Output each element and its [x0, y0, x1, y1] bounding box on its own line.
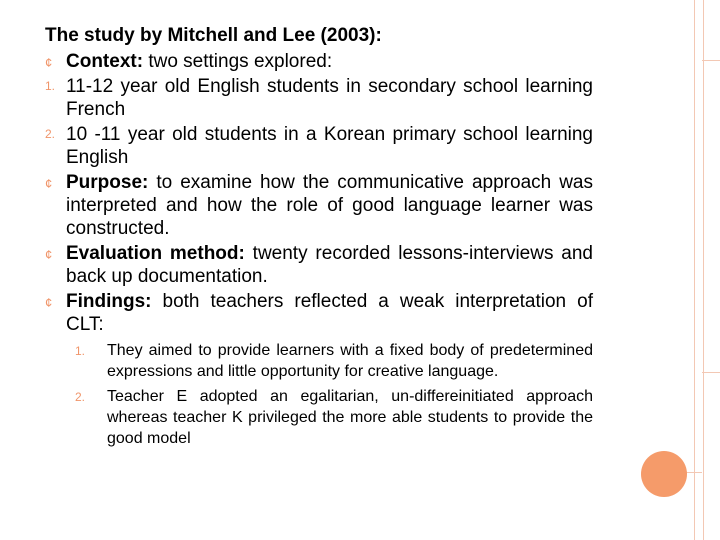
decorative-edge-border	[694, 0, 704, 540]
slide-title: The study by Mitchell and Lee (2003):	[45, 25, 382, 46]
findings-subitem-1	[45, 340, 593, 382]
subitem-text: Teacher E adopted an egalitarian, un-differeinitiated approach whereas teacher K privileged the more able students to provide the good model	[107, 388, 593, 447]
number-marker: 1.	[75, 344, 86, 358]
subitem-text: They aimed to provide learners with a fixed body of predetermined expressions and little opportunity for creative language.	[107, 342, 593, 380]
bullet-icon: ¢	[45, 176, 53, 191]
purpose-label: Purpose:	[66, 172, 149, 193]
numbered-item-text: 11-12 year old English students in secondary school learning French	[66, 76, 593, 120]
purpose-text: to examine how the communicative approach was interpreted and how the role of good language learner was constructed.	[66, 172, 593, 239]
number-marker: 2.	[45, 127, 56, 141]
number-marker: 1.	[45, 79, 56, 93]
bullet-evaluation	[45, 242, 593, 288]
bullet-icon: ¢	[45, 295, 53, 310]
numbered-item-text: 10 -11 year old students in a Korean primary school learning English	[66, 124, 593, 168]
bullet-icon: ¢	[45, 247, 53, 262]
decorative-orange-dot	[641, 451, 687, 497]
findings-label: Findings:	[66, 291, 152, 312]
evaluation-text: twenty recorded lessons-interviews and back up documentation.	[66, 243, 593, 287]
context-text: two settings explored:	[143, 51, 333, 72]
bullet-icon: ¢	[45, 55, 53, 70]
bullet-context	[45, 50, 593, 73]
bullet-purpose	[45, 171, 593, 240]
slide-content	[45, 24, 593, 449]
evaluation-label: Evaluation method:	[66, 243, 245, 264]
decorative-edge-tick	[702, 372, 720, 373]
findings-text: both teachers reflected a weak interpretation of CLT:	[66, 291, 593, 335]
numbered-item-2	[45, 123, 593, 169]
context-label: Context:	[66, 51, 144, 72]
decorative-edge-tick	[702, 60, 720, 61]
numbered-item-1	[45, 75, 593, 121]
bullet-findings	[45, 290, 593, 336]
number-marker: 2.	[75, 390, 86, 404]
findings-subitem-2	[45, 386, 593, 449]
